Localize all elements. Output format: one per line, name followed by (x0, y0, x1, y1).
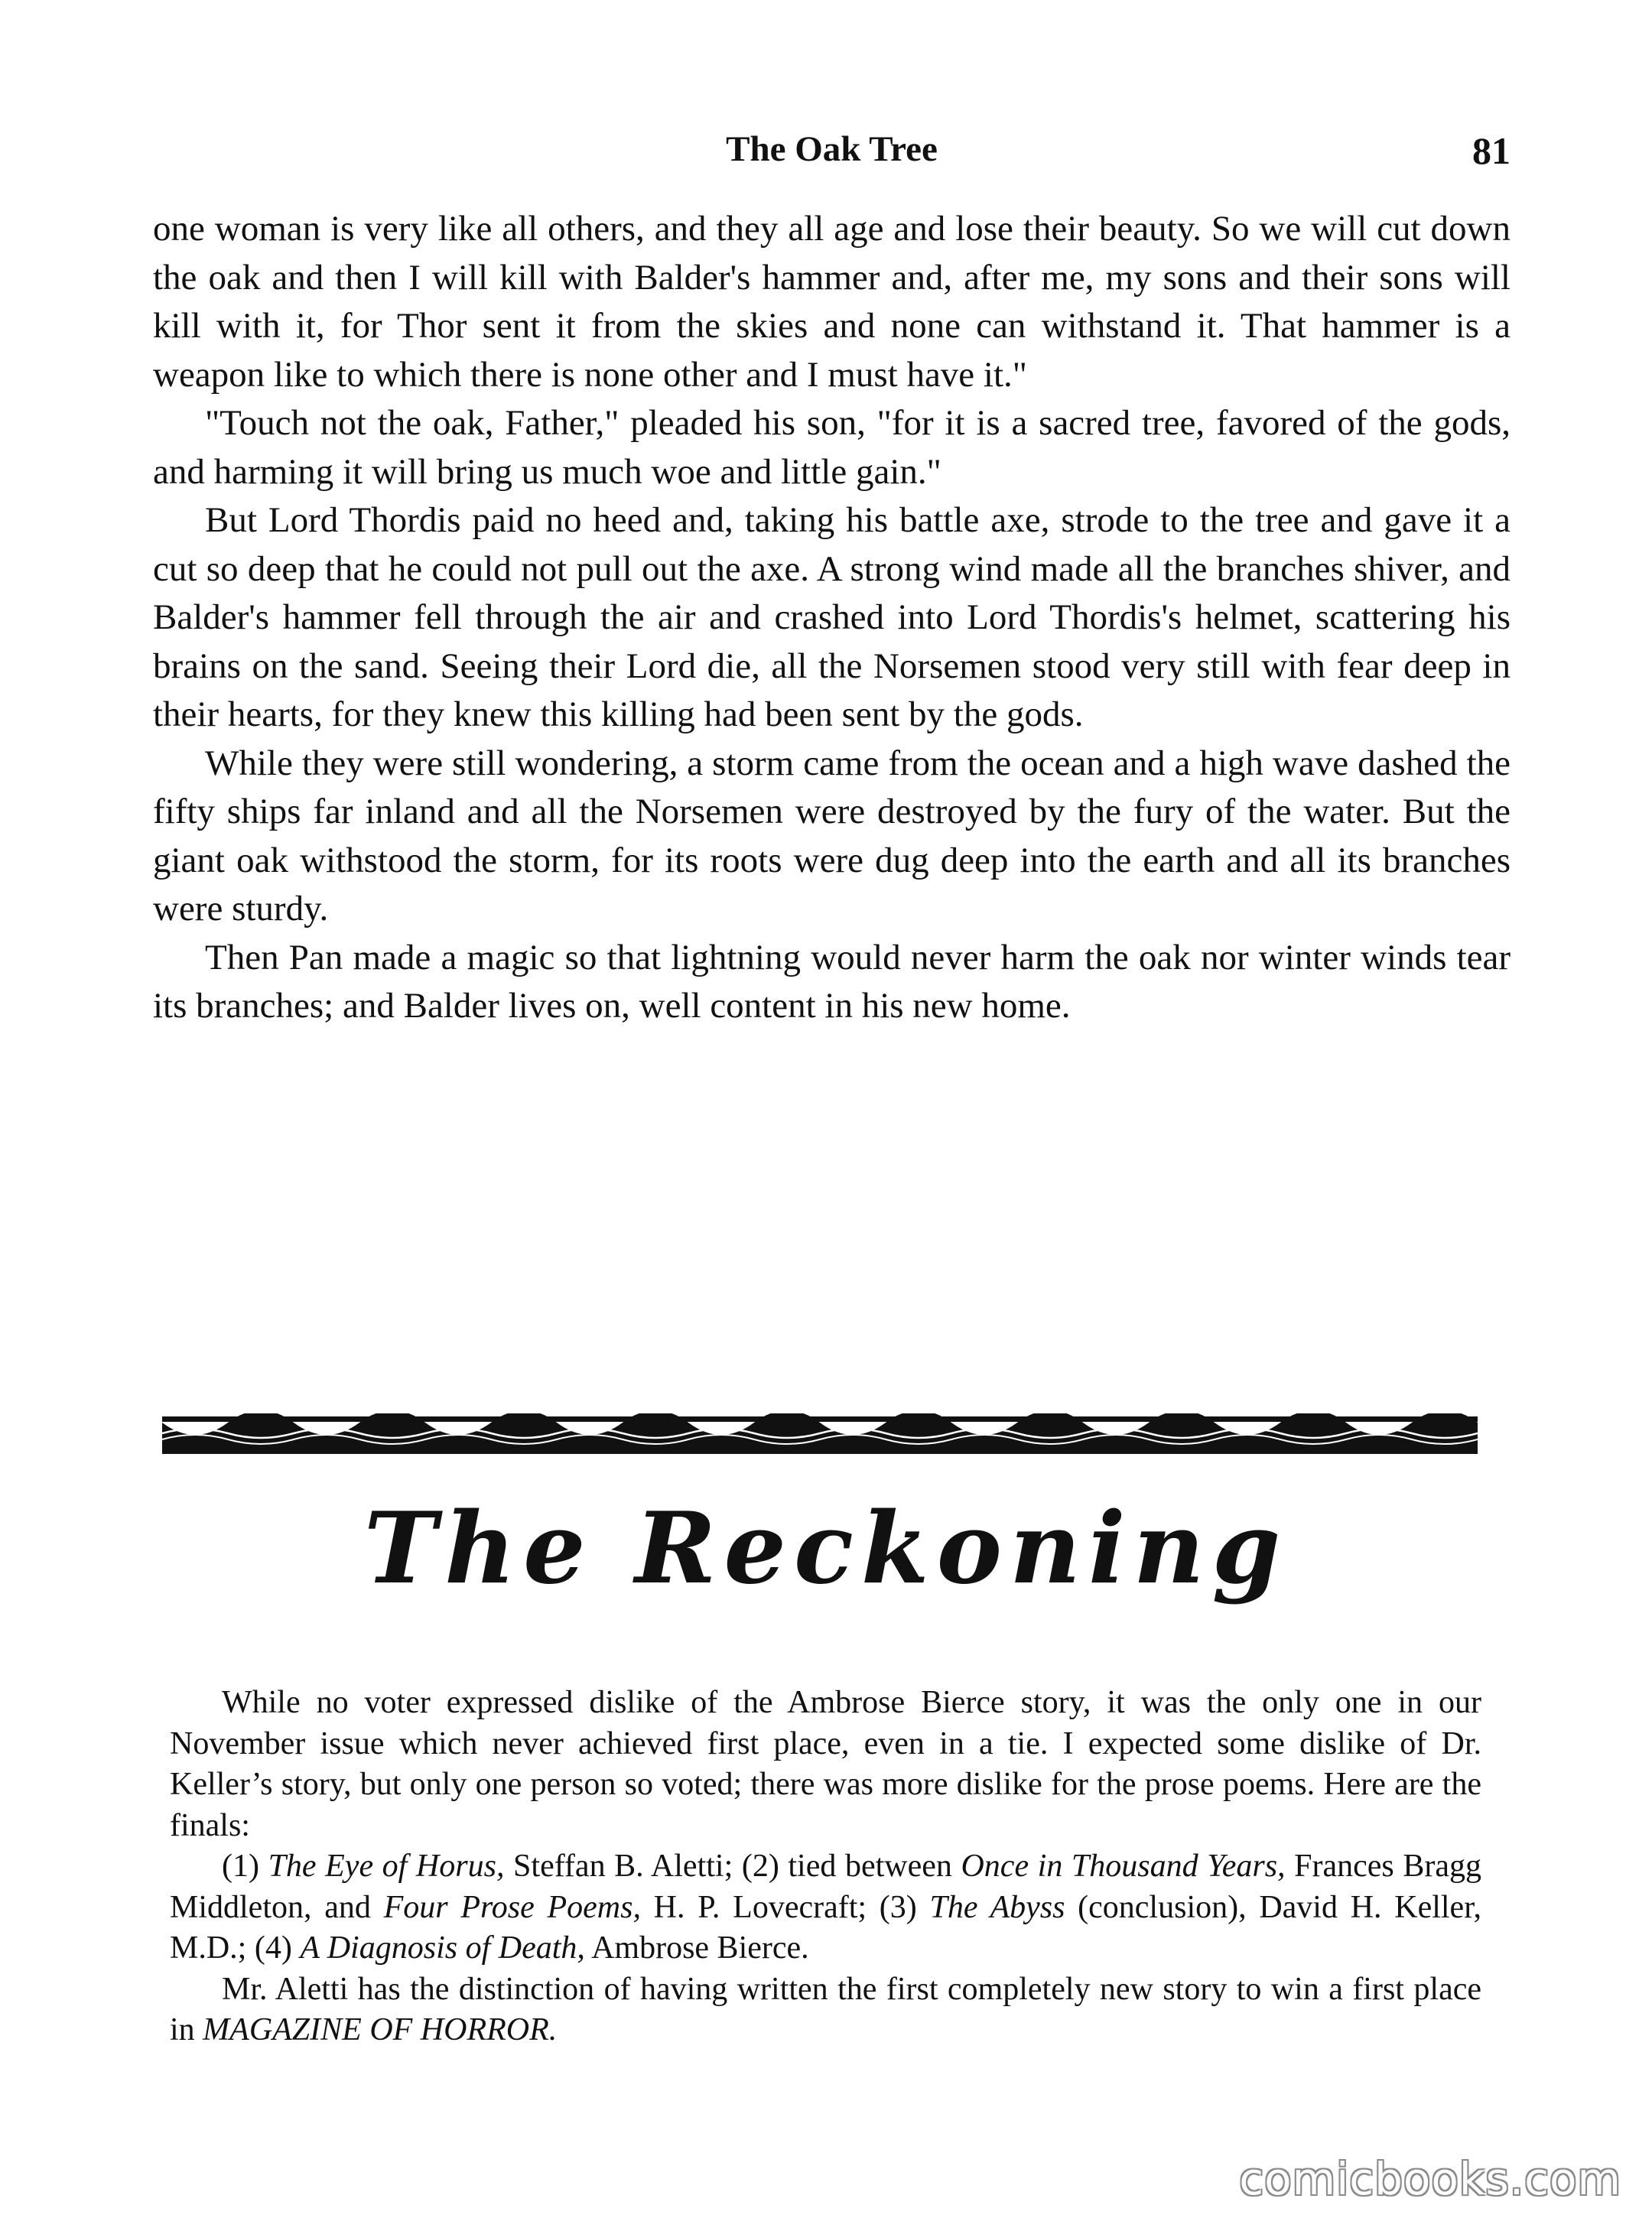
story-title: The Abyss (929, 1889, 1065, 1925)
text-run: Frances Bragg Middleton, and (170, 1849, 1481, 1925)
running-title: The Oak Tree (726, 129, 938, 169)
text-run: Steffan B. Aletti; (2) tied between (504, 1849, 961, 1884)
text-run: Mr. Aletti has the distinction of having written the first completely new story to win a first place in (170, 1971, 1481, 2047)
story-paragraph: "Touch not the oak, Father," pleaded his son, "for it is a sacred tree, favored of the gods, and harming it will bring us much woe and little gain." (153, 403, 1511, 492)
text-run: (conclusion), David H. Keller, M.D.; (4) (170, 1889, 1482, 1966)
page-header (153, 128, 1511, 182)
magazine-title: MAGAZINE OF HORROR. (203, 2012, 558, 2047)
text-run: (1) (222, 1849, 268, 1884)
reckoning-text (170, 1683, 1481, 2051)
story-paragraph: one woman is very like all others, and they all age and lose their beauty. So we will cut down the oak and then I will kill with Balder's hammer and, after me, my sons and their sons will kill with it, for Thor sent it from the skies and none can withstand it. That hammer is a weapon like to which there is none other and I must have it." (153, 209, 1511, 395)
story-title: Four Prose Poems, (383, 1889, 641, 1925)
section-heading: The Reckoning (363, 1491, 1289, 1606)
text-run: H. P. Lovecraft; (3) (640, 1889, 930, 1925)
story-text (153, 205, 1511, 1031)
reckoning-results (170, 1846, 1481, 1969)
page-number: 81 (1472, 129, 1511, 172)
reckoning-paragraph: While no voter expressed dislike of the Ambrose Bierce story, it was the only one in our November issue which never achieved first place, even in a tie. I expected some dislike of Dr. Keller’s story, but only one person so voted; there was more dislike for the prose poems. Here are the finals: (170, 1685, 1481, 1843)
story-title: The Eye of Horus, (268, 1849, 505, 1884)
story-title: Once in Thousand Years, (961, 1849, 1286, 1884)
story-paragraph: While they were still wondering, a storm came from the ocean and a high wave dashed the fifty ships far inland and all the Norsemen were destroyed by the fury of the water. But the giant oak withstood the storm, for its roots were dug deep into the earth and all its branches were sturdy. (153, 743, 1511, 929)
story-paragraph: But Lord Thordis paid no heed and, taking his battle axe, strode to the tree and gave it a cut so deep that he could not pull out the axe. A strong wind made all the branches shiver, and Balder's hammer fell through the air and crashed into Lord Thordis's helmet, scattering his brains on the sand. Seeing their Lord die, all the Norsemen stood very still with fear deep in their hearts, for they knew this killing had been sent by the gods. (153, 500, 1511, 734)
story-title: A Diagnosis of Death, (300, 1930, 585, 1966)
text-run: Ambrose Bierce. (584, 1930, 809, 1966)
story-paragraph: Then Pan made a magic so that lightning would never harm the oak nor winter winds tear its branches; and Balder lives on, well content in his new home. (153, 937, 1511, 1026)
wave-divider-ornament (162, 1413, 1478, 1456)
watermark: comicbooks.com (1239, 2153, 1621, 2205)
reckoning-paragraph (170, 1969, 1481, 2051)
